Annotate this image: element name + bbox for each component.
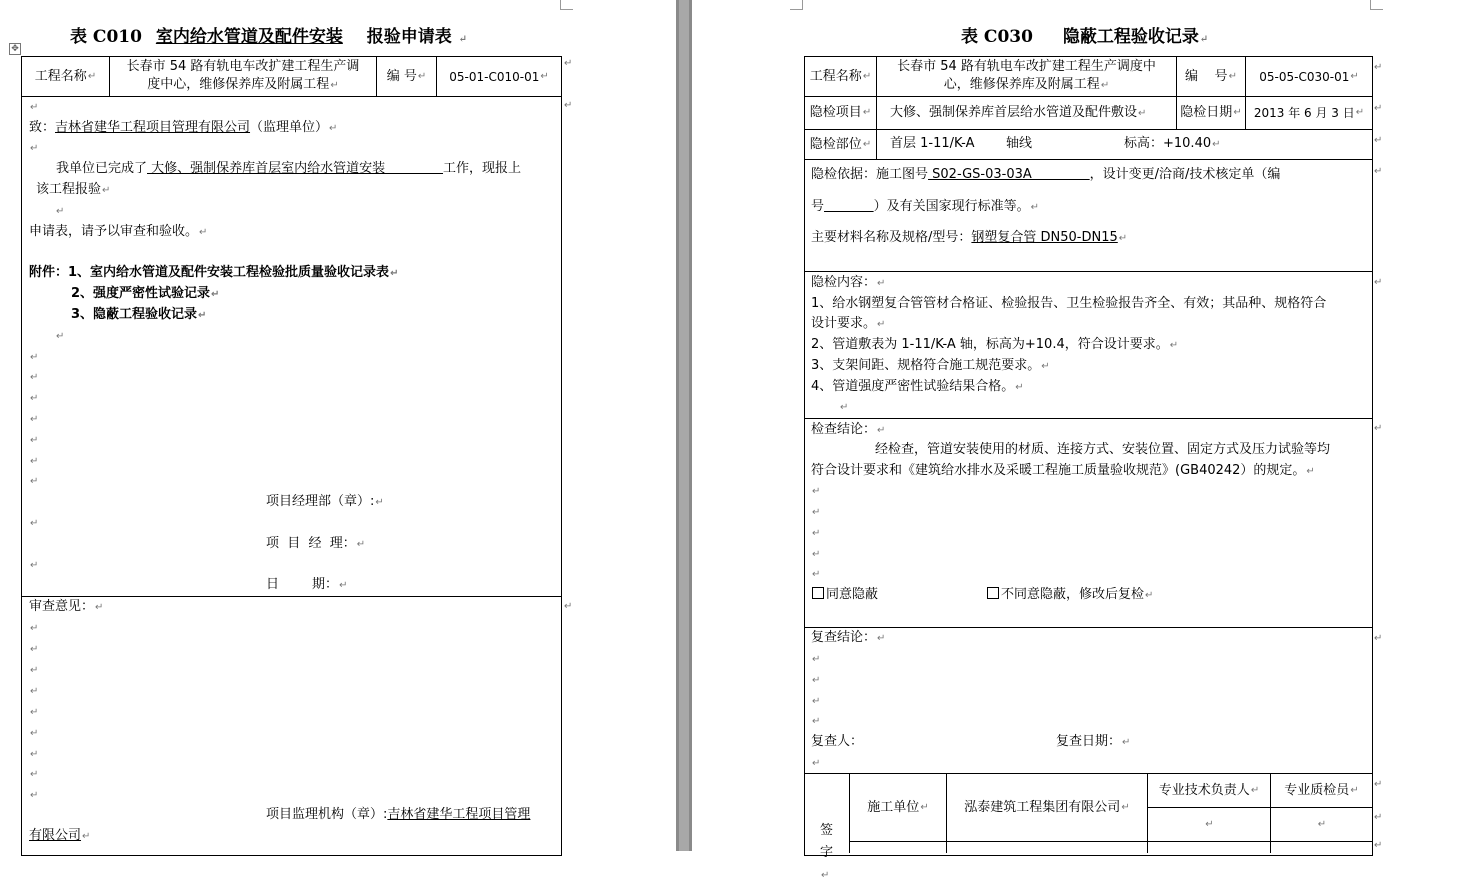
body-text-line1: 我单位已完成了 大修、强制保养库首层室内给水管道安装 工作，现报上	[56, 161, 522, 176]
content-item-4: 4、管道强度严密性试验结果合格。↵	[811, 379, 1024, 394]
hidden-location-elevation: 标高：+10.40↵	[1124, 136, 1221, 151]
conclusion-line2: 符合设计要求和《建筑给水排水及采暖工程施工质量验收规范》(GB40242）的规定。↵	[811, 463, 1315, 478]
conclusion-line1: 经检查，管道安装使用的材质、连接方式、安装位置、固定方式及压力试验等均	[875, 442, 1331, 457]
supervision-seal: 项目监理机构（章）:吉林省建华工程项目管理	[266, 807, 531, 822]
inspection-content-label: 隐检内容：↵	[811, 275, 886, 290]
r-project-name-value: 长春市 54 路有轨电车改扩建工程生产调度中 心，维修保养库及附属工程↵	[897, 59, 1156, 92]
tech-lead-signature[interactable]: ↵	[1205, 818, 1214, 830]
body-text-line2: 该工程报验↵	[36, 182, 111, 197]
pm-dept-seal: 项目经理部（章）:↵	[266, 494, 384, 509]
r-project-name-label: 工程名称 ↵	[809, 68, 872, 84]
main-material: 主要材料名称及规格/型号：钢塑复合管 DN50-DN15↵	[811, 230, 1128, 245]
conclusion-label: 检查结论：↵	[811, 422, 886, 437]
number-label: 编 号 ↵	[386, 68, 427, 84]
tech-lead-label: 专业技术负责人 ↵	[1158, 782, 1260, 798]
hidden-date-label: 隐检日期 ↵	[1180, 105, 1242, 120]
crop-mark	[1370, 0, 1383, 10]
attachment-1: 附件：1、室内给水管道及配件安装工程检验批质量验收记录表↵	[29, 265, 399, 280]
addressee: 致：吉林省建华工程项目管理有限公司（监理单位）↵	[29, 120, 338, 135]
right-page: 表 C030 隐蔽工程验收记录↵ 工程名称 ↵ 长春市 54 路有轨电车改扩建工程生产调度中 心，维修保养库及附属工程↵ 编 号 ↵ 05-05-C030-01 ↵ 隐检项目 ↵ 大修、强制保养库首层给水管道及配件敷设↵ 隐检日期 ↵ 2013 年 6 月 3 日 ↵ 隐检部位 ↵ 首层 1-11/K-A 轴线 标高：+10.40↵ ↵ ↵ ↵ ↵ 隐检依据：施工图号 S02-GS-03-03A ，设计变更/洽商/技术核定单（编 号 ）及有关国家现行标准等。↵ 主要材料名称及规格/型号：钢塑复合管 DN50-DN15↵ ↵ 隐检内容：↵ 1、给水钢塑复合管管材合格证、检验报告、卫生检验报告齐全、有效；其品种、规格符合 设计要求。↵ 2、管道敷表为 1-11/K-A 轴，标高为+10.4，符合设计要求。↵ 3、支架间距、规格符合施工规范要求。↵ 4、管道强度严密性试验结果合格。↵ ↵ ↵ 检查结论：↵ 经检查，管道安装使用的材质、连接方式、安装位置、固定方式及压力试验等均 符合设计要求和《建筑给水排水及采暖工程施工质量验收规范》(GB40242）的规定。↵ ↵ ↵ ↵ ↵ ↵ 同意隐蔽 不同意隐蔽，修改后复检↵ ↵ 复查结论：↵ ↵ ↵ ↵ ↵ 复查人： 复查日期：↵ ↵ ↵ ↵ ↵ 签字↵ 施工单位 ↵ 泓泰建筑工程集团有限公司 ↵ 专业技术负责人 ↵ 专业质检员 ↵ ↵ ↵	[692, 0, 1457, 851]
left-title-suffix: 报验申请表	[366, 27, 452, 47]
disagree-checkbox[interactable]: 不同意隐蔽，修改后复检↵	[987, 586, 1153, 605]
inspection-basis: 隐检依据：施工图号 S02-GS-03-03A ，设计变更/洽商/技术核定单（编	[811, 167, 1281, 182]
rechecker: 复查人：	[811, 734, 864, 749]
inspection-basis-line2: 号 ）及有关国家现行标准等。↵	[811, 199, 1040, 214]
qc-inspector-label: 专业质检员 ↵	[1284, 782, 1359, 798]
checkbox-icon[interactable]	[812, 587, 824, 599]
agree-checkbox[interactable]: 同意隐蔽	[812, 586, 878, 604]
project-name-value: 长春市 54 路有轨电车改扩建工程生产调 度中心，维修保养库及附属工程↵	[126, 59, 360, 92]
left-title-code: 表 C010	[70, 27, 142, 47]
right-page-title: 表 C030 隐蔽工程验收记录↵	[961, 27, 1209, 47]
hidden-location-label: 隐检部位 ↵	[809, 136, 872, 152]
r-number-value: 05-05-C030-01 ↵	[1259, 69, 1359, 84]
paragraph-mark: ↵	[458, 34, 468, 45]
page-gutter	[676, 0, 692, 851]
checkbox-icon[interactable]	[987, 587, 999, 599]
body-text-line3: 申请表，请予以审查和验收。↵	[29, 224, 208, 239]
signature-label: 签字↵	[820, 823, 834, 881]
recheck-conclusion-label: 复查结论：↵	[811, 630, 886, 645]
project-name-label: 工程名称 ↵	[34, 68, 97, 84]
project-manager: 项 目 经 理：↵	[266, 536, 366, 551]
left-page-title	[70, 22, 467, 47]
construction-unit-value: 泓泰建筑工程集团有限公司 ↵	[964, 799, 1130, 815]
content-item-1: 1、给水钢塑复合管管材合格证、检验报告、卫生检验报告齐全、有效；其品种、规格符合	[811, 296, 1327, 311]
hidden-location-floor: 首层 1-11/K-A	[890, 136, 975, 151]
supervision-unit-line2: 有限公司↵	[29, 828, 91, 843]
hidden-date-value: 2013 年 6 月 3 日 ↵	[1253, 106, 1365, 120]
crop-mark	[790, 0, 803, 10]
construction-unit-label: 施工单位 ↵	[867, 799, 929, 815]
attachment-3: 3、隐蔽工程验收记录↵	[71, 307, 207, 322]
r-number-label: 编 号 ↵	[1185, 68, 1237, 84]
attachment-2: 2、强度严密性试验记录↵	[71, 286, 220, 301]
content-item-3: 3、支架间距、规格符合施工规范要求。↵	[811, 358, 1050, 373]
crop-mark	[560, 0, 573, 10]
hidden-location-axis: 轴线	[1006, 136, 1033, 151]
hidden-item-label: 隐检项目 ↵	[809, 105, 872, 120]
left-page: ✥ 表 C010 室内给水管道及配件安装 报验申请表 ↵ 工程名称 ↵ 长春市 54 路有轨电车改扩建工程生产调 度中心，维修保养库及附属工程↵ 编 号 ↵ 05-01-C010-01 ↵ ↵ ↵ ↵ 致：吉林省建华工程项目管理有限公司（监理单位）↵ ↵ 我单位已完成了 大修、强制保养库首层室内给水管道安装 工作，现报上 该工程报验↵ ↵ 申请表，请予以审查和验收。↵ 附件：1、室内给水管道及配件安装工程检验批质量验收记录表↵ 2、强度严密性试验记录↵ 3、隐蔽工程验收记录↵ ↵ ↵ ↵ ↵ ↵ ↵ ↵ ↵ 项目经理部（章）:↵ ↵ 项 目 经 理：↵ ↵ 日 期：↵ ↵ 审查意见：↵ ↵ ↵ ↵ ↵ ↵ ↵ ↵ ↵ ↵ 项目监理机构（章）:吉林省建华工程项目管理 有限公司↵	[0, 0, 676, 851]
content-item-2: 2、管道敷表为 1-11/K-A 轴，标高为+10.4，符合设计要求。↵	[811, 337, 1179, 352]
left-date: 日 期：↵	[266, 577, 348, 592]
table-move-handle-icon[interactable]: ✥	[9, 43, 21, 55]
review-opinion-label: 审查意见：↵	[29, 599, 104, 614]
content-item-1b: 设计要求。↵	[811, 316, 886, 331]
number-value: 05-01-C010-01 ↵	[449, 69, 549, 84]
qc-inspector-signature[interactable]: ↵	[1317, 818, 1327, 830]
left-title-main: 室内给水管道及配件安装	[155, 27, 343, 47]
hidden-item-value: 大修、强制保养库首层给水管道及配件敷设↵	[890, 105, 1147, 120]
recheck-date: 复查日期：↵	[1056, 734, 1131, 749]
